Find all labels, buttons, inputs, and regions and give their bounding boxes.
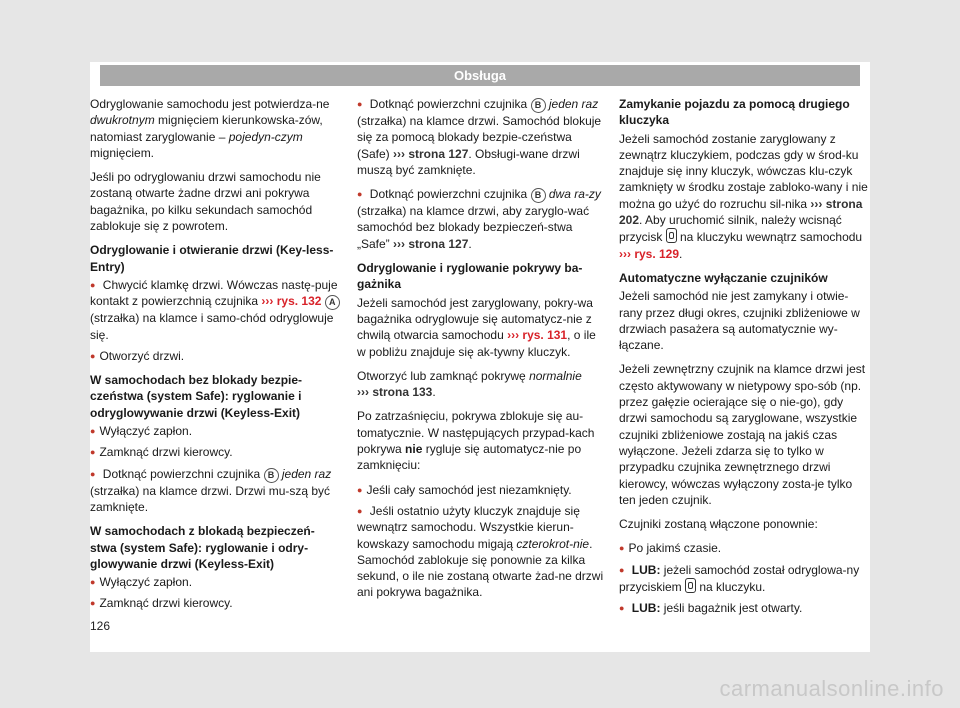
paragraph: Jeżeli samochód zostanie zaryglowany z zewnątrz kluczykiem, podczas gdy w środ-ku znajduje się inny kluczyk, wówczas klu-czyk zamknięty w środku zostaje zabloko-wany i nie można go użyć do rozruchu sil-nika ››› strona 202. Aby uruchomić silnik, należy wcisnąć przycisk na kluczyku wewnątrz samochodu ››› rys. 129. [619,131,868,261]
list-item: ● Wyłączyć zapłon. [90,423,340,439]
list-item: ● Po jakimś czasie. [619,540,869,556]
section-heading: Odryglowanie i ryglowanie pokrywy ba-gażnika [357,261,583,292]
section-header: Obsługa [100,65,860,86]
list-item: ● Dotknąć powierzchni czujnika B jeden raz (strzałka) na klamce drzwi. Samochód blokuje się za pomocą blokady bezpie-czeństwa (Safe) ››› strona 127. Obsługi-wane drzwi muszą być zamknięte. [357,96,607,178]
key-button-icon [666,228,677,243]
paragraph: Jeśli po odryglowaniu drzwi samochodu nie zostaną otwarte żadne drzwi ani pokrywa bagażnika, po kilku sekundach samochód zablokuje się z powrotem. [90,170,321,234]
column-2 [357,96,607,609]
section-heading: Zamykanie pojazdu za pomocą drugiego kluczyka [619,97,850,128]
section-heading: W samochodach bez blokady bezpie-czeństwa (system Safe): ryglowanie i odryglowywanie drzwi (Keyless-Exit) [90,373,303,420]
figure-link[interactable]: ››› rys. 131 [507,328,568,343]
list-item: ● Dotknąć powierzchni czujnika B dwa ra-zy (strzałka) na klamce drzwi, aby zaryglo-wać samochód bez blokady bezpieczeń-stwa „Safe” ››› strona 127. [357,186,607,252]
figure-link[interactable]: ››› rys. 129 [619,246,680,261]
paragraph: Czujniki zostaną włączone ponownie: [619,517,818,532]
marker-b-icon: B [264,468,279,483]
paragraph: Odryglowanie samochodu jest potwierdza-ne dwukrotnym mignięciem kierunkowska-zów, natomiast zaryglowanie – pojedyn-czym mignięciem. [90,97,330,160]
list-item: ● Wyłączyć zapłon. [90,574,340,590]
paragraph: Otworzyć lub zamknąć pokrywę normalnie ››› strona 133. [357,368,582,400]
list-item: ● Chwycić klamkę drzwi. Wówczas nastę-puje kontakt z powierzchnią czujnika ››› rys. 132 A (strzałka) na klamce i samo-chód odryglowuje się. [90,277,340,343]
list-item: ● Zamknąć drzwi kierowcy. [90,444,340,460]
list-item: ● Otworzyć drzwi. [90,348,340,364]
paragraph: Jeżeli samochód nie jest zamykany i otwie-rany przez długi okres, czujniki zbliżeniowe w drzwiach pasażera są automatycznie wy-łączane. [619,289,860,353]
paragraph: Jeżeli samochód jest zaryglowany, pokry-wa bagażnika odryglowuje się automatycz-nie z chwilą otwarcia samochodu ››› rys. 131, o ile w pobliżu znajduje się ak-tywny kluczyk. [357,295,596,359]
list-item: ● Zamknąć drzwi kierowcy. [90,595,340,611]
marker-b-icon: B [531,98,546,113]
paragraph: Jeżeli zewnętrzny czujnik na klamce drzwi jest często aktywowany w nietypowy spo-sób (np. przez gałęzie ocierające się o nie-go), gdy drzwi samochodu są zaryglowane, wszystkie czujniki zbliżeniowe zostają na jakiś czas wyłączone. Jeżeli zdarza się to tylko w przypadku czujnika zewnętrznego drzwi kierowcy, wówczas wyłączony zosta-je tylko ten jeden czujnik. [619,362,866,507]
column-1 [90,96,340,617]
section-heading: Automatyczne wyłączanie czujników [619,270,828,285]
watermark: carmanualsonline.info [719,676,944,701]
manual-page [90,62,870,652]
page-link[interactable]: ››› strona 127 [393,236,469,251]
figure-link[interactable]: ››› rys. 132 [261,294,322,309]
marker-b-icon: B [531,188,546,203]
paragraph: Po zatrzaśnięciu, pokrywa zblokuje się au-tomatycznie. W następujących przypad-kach pokrywa nie rygluje się automatycz-nie po zamknięciu: [357,409,595,473]
marker-a-icon: A [325,295,340,310]
list-item: ● LUB: jeśli bagażnik jest otwarty. [619,600,869,616]
page-link[interactable]: ››› strona 133 [357,385,433,400]
page-number: 126 [90,619,111,633]
page-link[interactable]: ››› strona 202 [619,196,863,228]
list-item: ● Jeśli cały samochód jest niezamknięty. [357,482,607,498]
key-button-icon [685,578,696,593]
list-item: ● LUB: jeżeli samochód został odryglowa-ny przyciskiem na kluczyku. [619,562,869,596]
section-heading: W samochodach z blokadą bezpieczeń-stwa (system Safe): ryglowanie i odry-glowywanie drzwi (Keyless-Exit) [90,524,315,571]
section-heading: Odryglowanie i otwieranie drzwi (Key-less-Entry) [90,243,334,274]
page-link[interactable]: ››› strona 127 [393,146,469,161]
list-item: ● Jeśli ostatnio użyty kluczyk znajduje się wewnątrz samochodu. Wszystkie kierun-kowskazy samochodu migają czterokrot-nie. Samochód zablokuje się ponownie za kilka sekund, o ile nie zostaną otwarte żad-ne drzwi ani pokrywa bagażnika. [357,503,607,601]
list-item: ● Dotknąć powierzchni czujnika B jeden raz (strzałka) na klamce drzwi. Drzwi mu-szą być zamknięte. [90,466,340,516]
column-3 [619,96,869,622]
